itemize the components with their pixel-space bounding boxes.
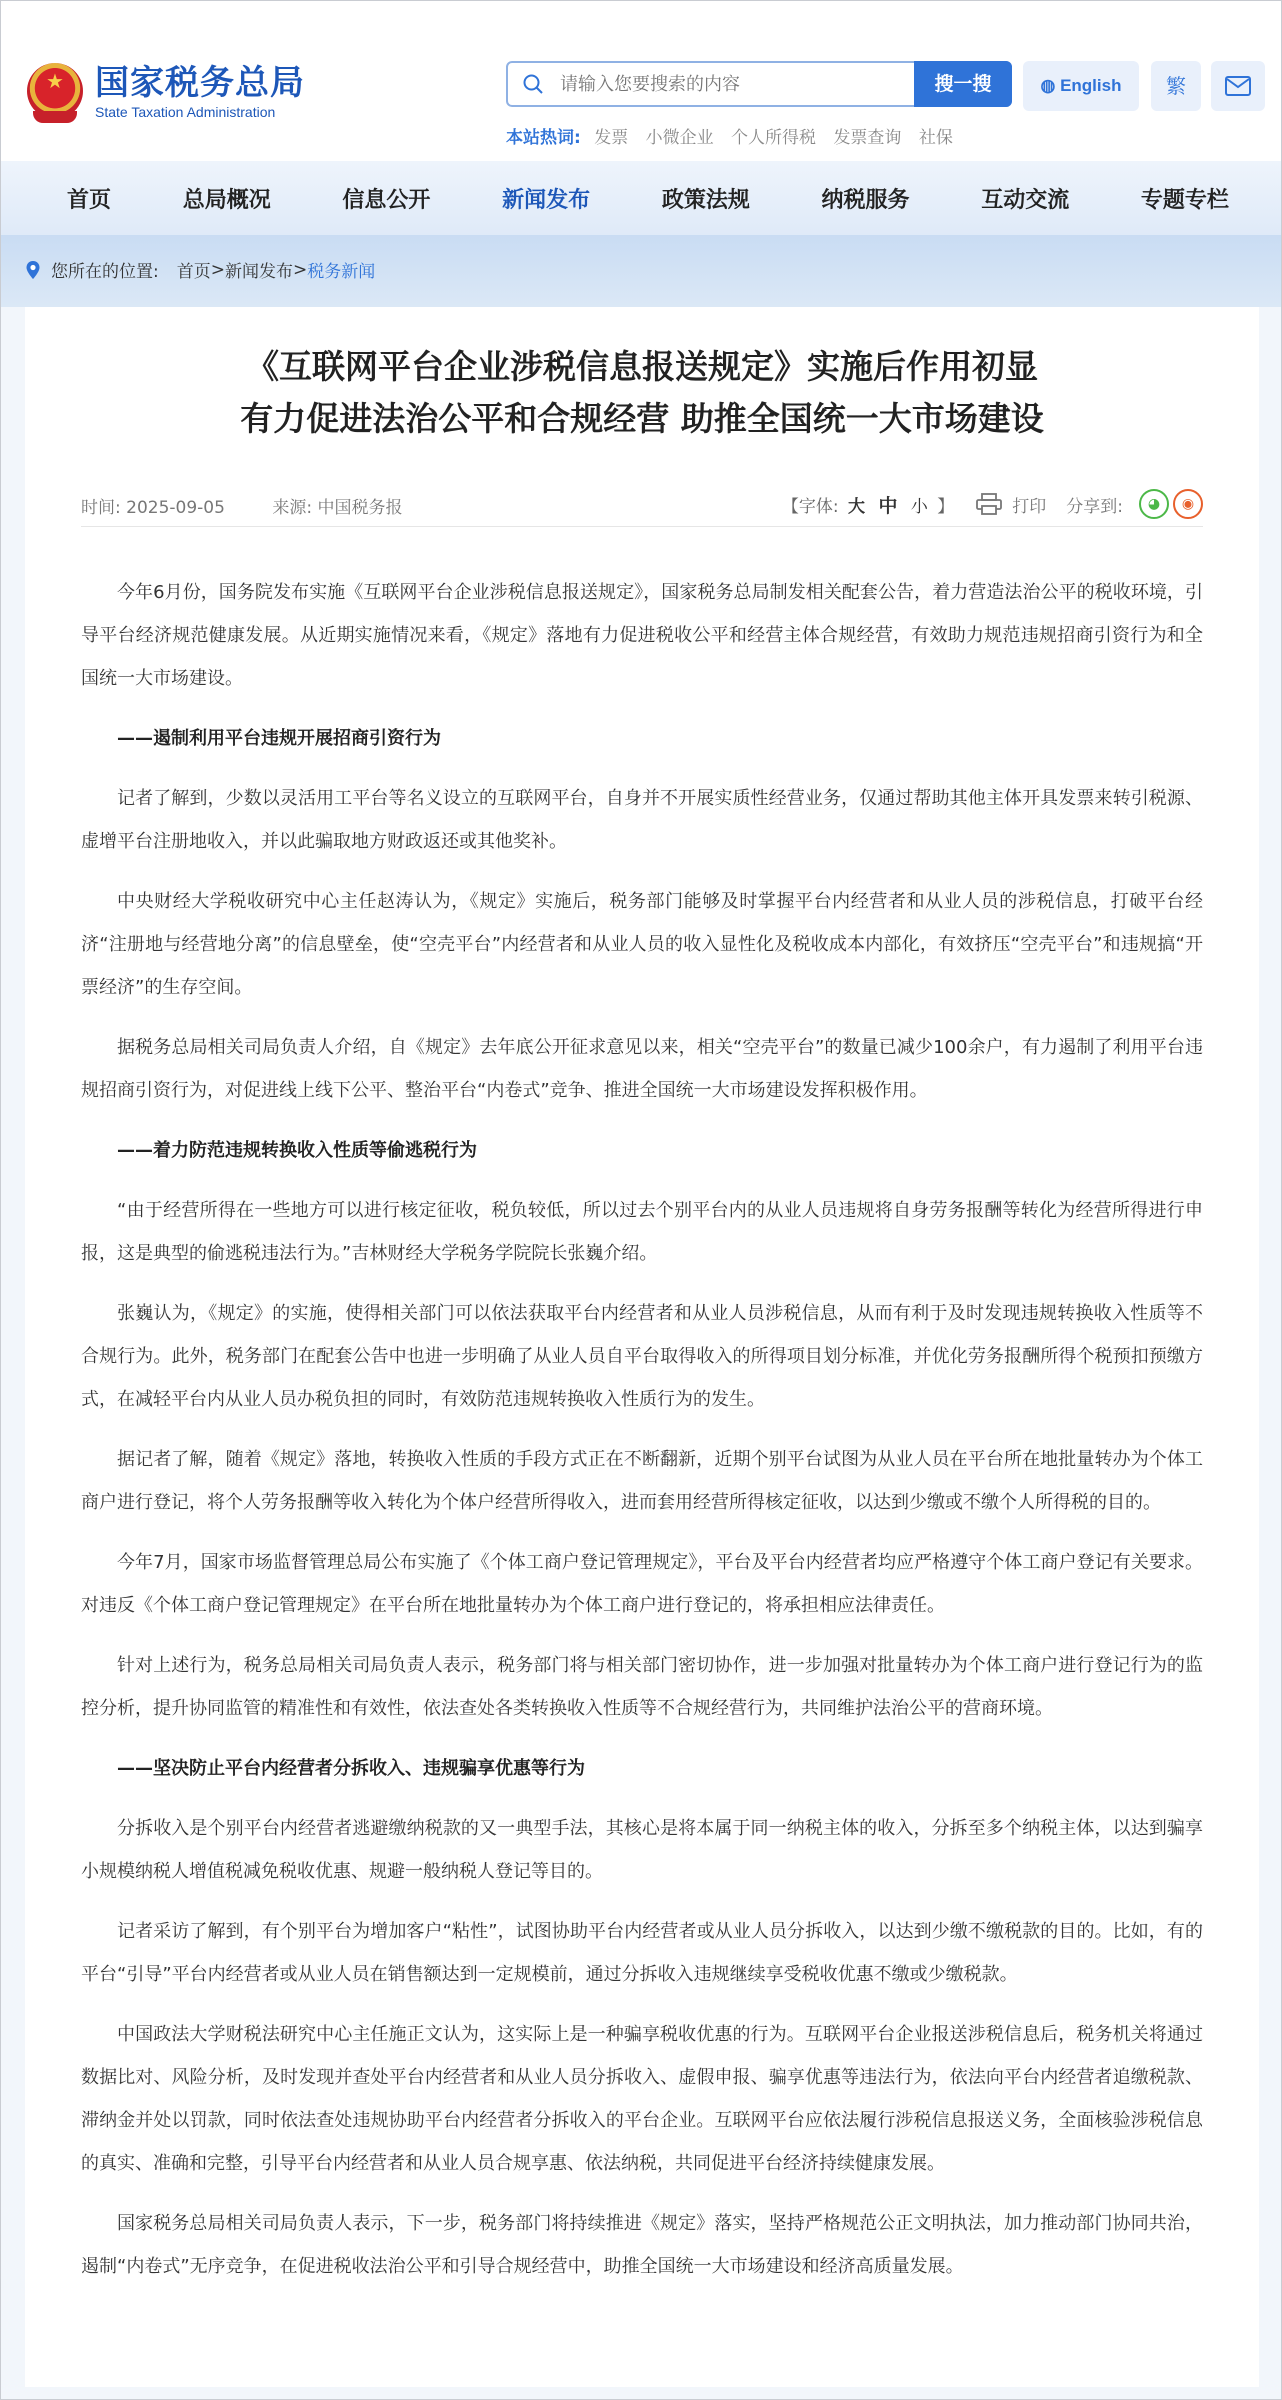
font-small-button[interactable]: 小 — [910, 496, 928, 517]
mail-icon — [1225, 76, 1251, 96]
publish-date — [81, 498, 225, 518]
wechat-share-icon[interactable]: ◕ — [1139, 489, 1169, 519]
source-value: 中国税务报 — [317, 498, 403, 518]
breadcrumb — [25, 257, 375, 282]
article-meta — [81, 487, 1203, 527]
printer-icon — [976, 493, 1002, 515]
nav-item-overview[interactable]: 总局概况 — [182, 187, 271, 213]
date-label: 时间: — [81, 498, 121, 518]
location-pin-icon — [25, 260, 41, 280]
article-paragraph: 国家税务总局相关司局负责人表示，下一步，税务部门将持续推进《规定》落实，坚持严格规范公正文明执法，加力推动部门协同共治，遏制“内卷式”无序竞争，在促进税收法治公平和引导合规经营中，助推全国统一大市场建设和经济高质量发展。 — [81, 2213, 1203, 2277]
breadcrumb-prefix: 您所在的位置: — [51, 262, 159, 282]
article-subheading: ——遏制利用平台违规开展招商引资行为 — [117, 728, 441, 749]
article-paragraph: 分拆收入是个别平台内经营者逃避缴纳税款的又一典型手法，其核心是将本属于同一纳税主体的收入，分拆至多个纳税主体，以达到骗享小规模纳税人增值税减免税收优惠、规避一般纳税人登记等目的。 — [81, 1818, 1203, 1882]
logo-english-name: State Taxation Administration — [95, 104, 276, 120]
article-subheading: ——坚决防止平台内经营者分拆收入、违规骗享优惠等行为 — [117, 1758, 585, 1779]
article-title — [25, 307, 1259, 445]
font-size-close: 】 — [937, 496, 955, 517]
article-paragraph: 据税务总局相关司局负责人介绍，自《规定》去年底公开征求意见以来，相关“空壳平台”的数量已减少100余户，有力遏制了利用平台违规招商引资行为，对促进线上线下公平、整治平台“内卷式”竞争、推进全国统一大市场建设发挥积极作用。 — [81, 1037, 1203, 1101]
article-source — [272, 498, 402, 518]
font-large-button[interactable]: 大 — [848, 496, 866, 517]
nav-item-topics[interactable]: 专题专栏 — [1140, 187, 1229, 213]
nav-item-news[interactable]: 新闻发布 — [502, 187, 591, 213]
hot-word-link[interactable]: 个人所得税 — [731, 128, 817, 148]
search-box — [506, 61, 1012, 107]
hot-word-link[interactable]: 社保 — [918, 128, 953, 148]
print-button[interactable] — [976, 492, 1046, 517]
breadcrumb-separator: > — [210, 259, 225, 280]
article-paragraph: 今年7月，国家市场监督管理总局公布实施了《个体工商户登记管理规定》，平台及平台内经营者均应严格遵守个体工商户登记有关要求。对违反《个体工商户登记管理规定》在平台所在地批量转办为个体工商户进行登记的，将承担相应法律责任。 — [81, 1552, 1203, 1616]
weibo-share-icon[interactable]: ◉ — [1173, 489, 1203, 519]
nav-item-policy[interactable]: 政策法规 — [661, 187, 750, 213]
nav-item-interaction[interactable]: 互动交流 — [981, 187, 1070, 213]
site-header — [1, 1, 1281, 161]
globe-icon: ◍ — [1040, 76, 1056, 95]
article-subheading: ——着力防范违规转换收入性质等偷逃税行为 — [117, 1140, 477, 1161]
article-paragraph: 记者了解到，少数以灵活用工平台等名义设立的互联网平台，自身并不开展实质性经营业务，仅通过帮助其他主体开具发票来转引税源、虚增平台注册地收入，并以此骗取地方财政返还或其他奖补。 — [81, 788, 1203, 852]
breadcrumb-section-link[interactable]: 新闻发布 — [224, 262, 293, 282]
site-logo[interactable] — [25, 59, 305, 125]
article-paragraph: 针对上述行为，税务总局相关司局负责人表示，税务部门将与相关部门密切协作，进一步加强对批量转办为个体工商户进行登记行为的监控分析，提升协同监管的精准性和有效性，依法查处各类转换收入性质等不合规经营行为，共同维护法治公平的营商环境。 — [81, 1655, 1203, 1719]
hot-words — [506, 123, 965, 148]
search-input[interactable] — [560, 63, 920, 105]
national-emblem-icon: ★ — [25, 59, 85, 125]
hot-word-link[interactable]: 小微企业 — [645, 128, 714, 148]
hot-word-link[interactable]: 发票 — [594, 128, 629, 148]
article-paragraph: 记者采访了解到，有个别平台为增加客户“粘性”，试图协助平台内经营者或从业人员分拆收入，以达到少缴不缴税款的目的。比如，有的平台“引导”平台内经营者或从业人员在销售额达到一定规模前，通过分拆收入违规继续享受税收优惠不缴或少缴税款。 — [81, 1921, 1203, 1985]
article-title-line: 有力促进法治公平和合规经营 助推全国统一大市场建设 — [240, 399, 1044, 438]
main-nav — [1, 161, 1281, 235]
font-size-label: 【字体: — [781, 496, 839, 517]
date-value: 2025-09-05 — [126, 498, 225, 518]
share-label: 分享到: — [1066, 496, 1123, 517]
article-paragraph: “由于经营所得在一些地方可以进行核定征收，税负较低，所以过去个别平台内的从业人员违规将自身劳务报酬等转化为经营所得进行申报，这是典型的偷逃税违法行为。”吉林财经大学税务学院院长张巍介绍。 — [81, 1200, 1203, 1264]
nav-item-home[interactable]: 首页 — [67, 187, 112, 213]
logo-chinese-name: 国家税务总局 — [95, 63, 305, 103]
article-card — [25, 307, 1259, 2387]
font-medium-button[interactable]: 中 — [878, 494, 898, 517]
article-title-line: 《互联网平台企业涉税信息报送规定》实施后作用初显 — [246, 347, 1038, 386]
english-version-button[interactable] — [1023, 61, 1139, 111]
english-button-label: English — [1060, 76, 1122, 95]
breadcrumb-band — [1, 235, 1281, 307]
article-body — [81, 571, 1203, 2305]
source-label: 来源: — [272, 498, 313, 518]
breadcrumb-separator: > — [292, 259, 308, 280]
traditional-chinese-button[interactable]: 繁 — [1151, 61, 1201, 111]
font-size-control — [782, 491, 954, 518]
search-button[interactable]: 搜一搜 — [914, 61, 1012, 107]
search-icon — [522, 73, 544, 95]
article-paragraph: 张巍认为，《规定》的实施，使得相关部门可以依法获取平台内经营者和从业人员涉税信息，从而有利于及时发现违规转换收入性质等不合规行为。此外，税务部门在配套公告中也进一步明确了从业人员自平台取得收入的所得项目划分标准，并优化劳务报酬所得个税预扣预缴方式，在减轻平台内从业人员办税负担的同时，有效防范违规转换收入性质行为的发生。 — [81, 1303, 1203, 1410]
mail-button[interactable] — [1211, 61, 1265, 111]
breadcrumb-current-link[interactable]: 税务新闻 — [307, 262, 376, 282]
article-paragraph: 中国政法大学财税法研究中心主任施正文认为，这实际上是一种骗享税收优惠的行为。互联网平台企业报送涉税信息后，税务机关将通过数据比对、风险分析，及时发现并查处平台内经营者和从业人员分拆收入、虚假申报、骗享优惠等违法行为，依法向平台内经营者追缴税款、滞纳金并处以罚款，同时依法查处违规协助平台内经营者分拆收入的平台企业。互联网平台应依法履行涉税信息报送义务，全面核验涉税信息的真实、准确和完整，引导平台内经营者和从业人员合规享惠、依法纳税，共同促进平台经济持续健康发展。 — [81, 2024, 1203, 2174]
breadcrumb-home-link[interactable]: 首页 — [176, 262, 211, 282]
hot-word-link[interactable]: 发票查询 — [833, 128, 902, 148]
hot-words-label: 本站热词: — [506, 128, 581, 148]
article-paragraph: 据记者了解，随着《规定》落地，转换收入性质的手段方式正在不断翻新，近期个别平台试图为从业人员在平台所在地批量转办为个体工商户进行登记，将个人劳务报酬等收入转化为个体户经营所得收入，进而套用经营所得核定征收，以达到少缴或不缴个人所得税的目的。 — [81, 1449, 1203, 1513]
article-paragraph: 今年6月份，国务院发布实施《互联网平台企业涉税信息报送规定》，国家税务总局制发相关配套公告，着力营造法治公平的税收环境，引导平台经济规范健康发展。从近期实施情况来看，《规定》落地有力促进税收公平和经营主体合规经营，有效助力规范违规招商引资行为和全国统一大市场建设。 — [81, 582, 1203, 689]
nav-item-info-disclosure[interactable]: 信息公开 — [342, 187, 431, 213]
article-paragraph: 中央财经大学税收研究中心主任赵涛认为，《规定》实施后，税务部门能够及时掌握平台内经营者和从业人员的涉税信息，打破平台经济“注册地与经营地分离”的信息壁垒，使“空壳平台”内经营者和从业人员的收入显性化及税收成本内部化，有效挤压“空壳平台”和违规搞“开票经济”的生存空间。 — [81, 891, 1203, 998]
print-label: 打印 — [1012, 496, 1047, 517]
nav-item-tax-service[interactable]: 纳税服务 — [821, 187, 910, 213]
